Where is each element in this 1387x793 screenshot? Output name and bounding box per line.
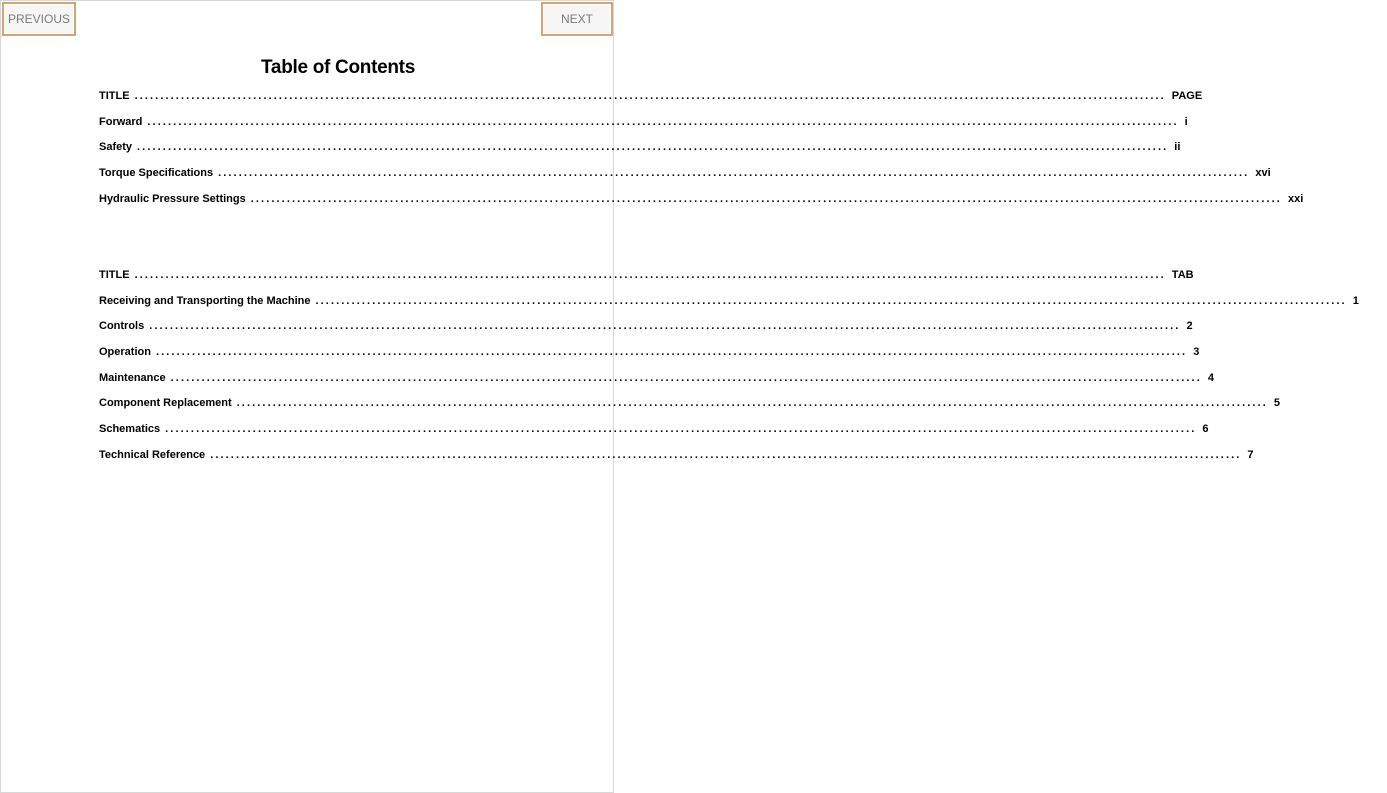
toc-header-row [99,90,1203,116]
toc-entry-label: Operation [99,346,151,359]
toc-entry-tab: 3 [1193,346,1200,359]
toc-entry-label: Maintenance [99,371,166,384]
toc-entry-hydraulic-pressure-settings[interactable] [99,192,1304,219]
next-button[interactable]: NEXT [541,2,613,36]
toc-entry-label: Safety [99,141,133,154]
toc-entry-label: Schematics [99,423,161,436]
toc-entry-page: ii [1174,141,1181,154]
dot-leader: ........................................................................................................................................................................................................ [250,192,1282,205]
dot-leader: ........................................................................................................................................................................................................ [170,371,1202,384]
toc-entry-tab: 5 [1273,397,1280,410]
toc-entry-label: Hydraulic Pressure Settings [99,192,246,205]
toc-header-page: PAGE [1171,90,1203,102]
toc-entry-operation[interactable] [99,346,1200,372]
dot-leader: ........................................................................................................................................................................................................ [134,269,1166,281]
toc-entry-controls[interactable] [99,320,1193,346]
dot-leader: ........................................................................................................................................................................................................ [137,141,1169,154]
dot-leader: ........................................................................................................................................................................................................ [236,397,1268,410]
toc-entry-safety[interactable] [99,141,1181,167]
toc-entry-tab: 2 [1186,320,1193,333]
toc-entry-tab: 4 [1207,371,1214,384]
toc-entry-forward[interactable] [99,115,1188,142]
previous-button[interactable]: PREVIOUS [2,2,76,36]
dot-leader: ........................................................................................................................................................................................................ [147,115,1179,128]
toc-header-row [99,269,1194,295]
dot-leader: ........................................................................................................................................................................................................ [134,90,1166,102]
dot-leader: ........................................................................................................................................................................................................ [149,320,1181,333]
toc-header-tab: TAB [1171,269,1194,281]
dot-leader: ........................................................................................................................................................................................................ [315,294,1347,307]
toc-entry-label: Torque Specifications [99,167,214,180]
toc-entry-page: xvi [1255,167,1271,180]
toc-entry-torque-specifications[interactable] [99,167,1271,193]
toc-entry-label: Component Replacement [99,397,232,410]
dot-leader: ........................................................................................................................................................................................................ [218,167,1250,180]
toc-entry-label: Controls [99,320,145,333]
dot-leader: ........................................................................................................................................................................................................ [210,448,1242,461]
toc-entry-page: xxi [1287,192,1304,205]
toc-entry-label: Forward [99,115,143,128]
toc-entry-page: i [1184,115,1188,128]
dot-leader: ........................................................................................................................................................................................................ [155,346,1188,359]
toc-entry-tab: 1 [1352,294,1359,307]
toc-entry-tab: 6 [1202,423,1209,436]
toc-header-title: TITLE [99,90,130,102]
toc-entry-tab: 7 [1247,448,1254,461]
page-title: Table of Contents [261,57,415,78]
toc-entry-component-replacement[interactable] [99,397,1280,423]
toc-header-title: TITLE [99,269,130,281]
toc-sections [99,269,1359,475]
toc-entry-label: Technical Reference [99,448,206,461]
toc-entry-schematics[interactable] [99,423,1209,449]
toc-front-matter [99,90,1304,218]
toc-entry-technical-reference[interactable] [99,448,1254,475]
dot-leader: ........................................................................................................................................................................................................ [165,423,1197,436]
toc-entry-label: Receiving and Transporting the Machine [99,294,311,307]
toc-entry-receiving-and-transporting[interactable] [99,294,1359,321]
toc-entry-maintenance[interactable] [99,371,1214,398]
